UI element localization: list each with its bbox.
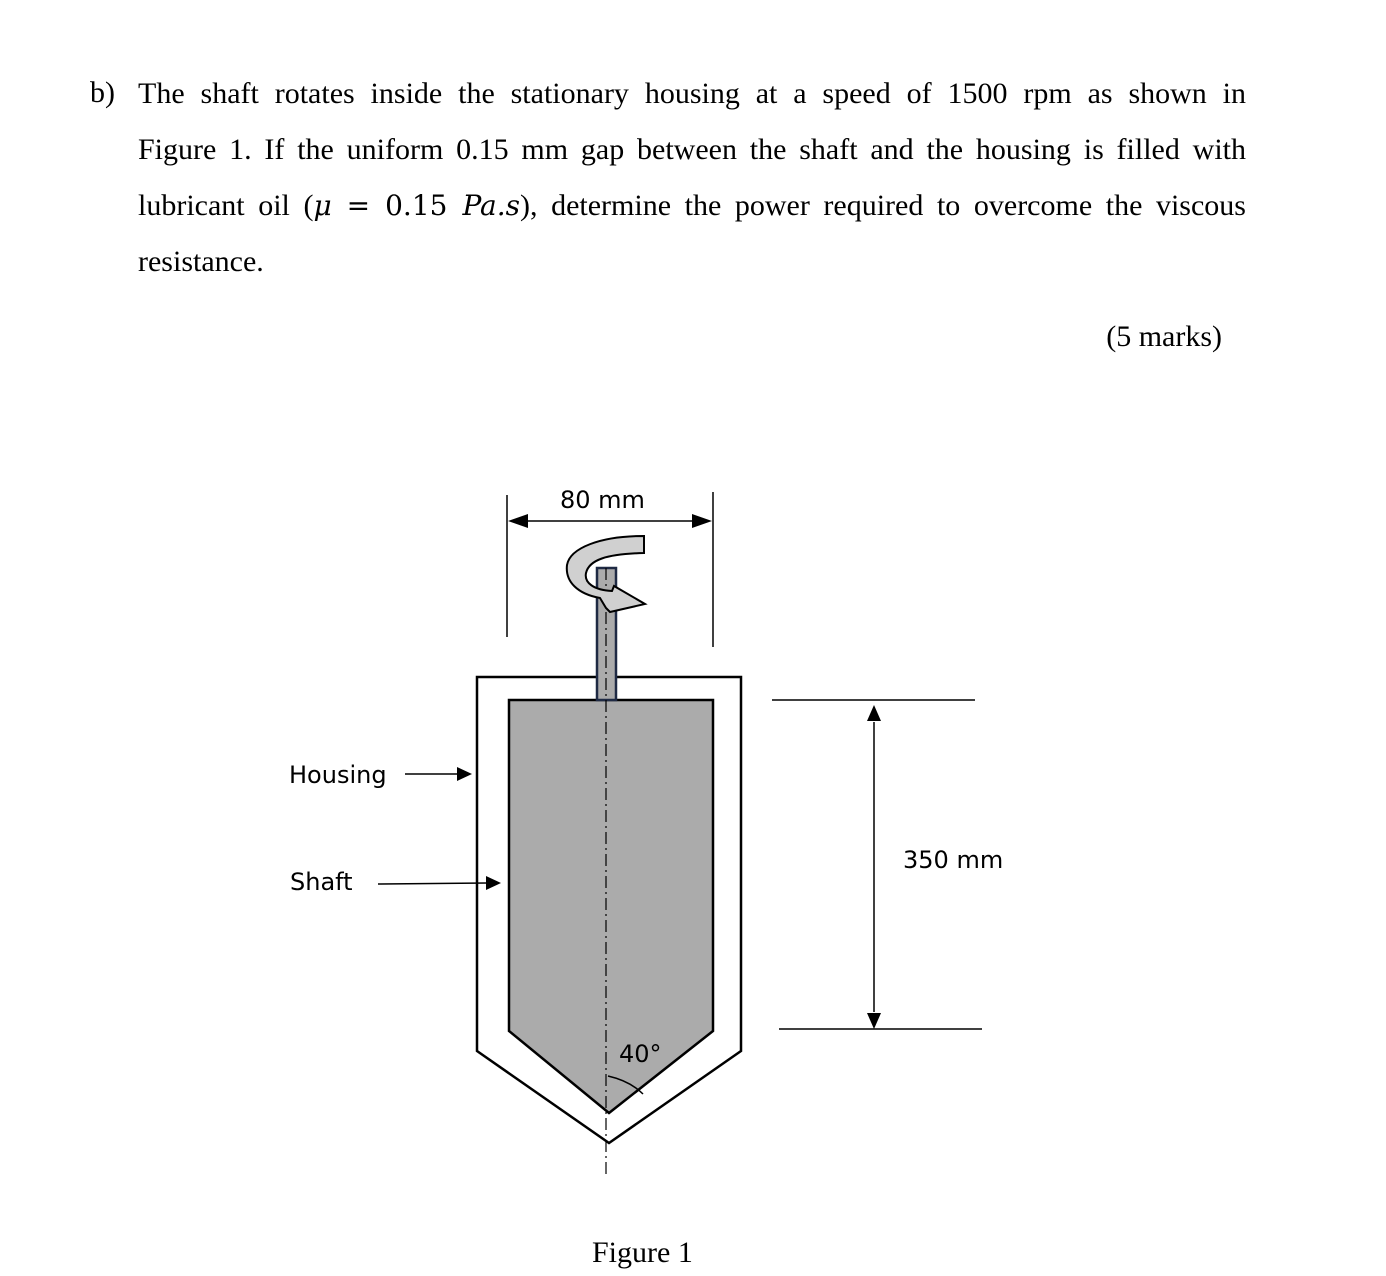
- shaft-body: [509, 700, 713, 1113]
- shaft-pointer-line: [378, 883, 487, 884]
- diameter-arrow-right: [692, 514, 712, 528]
- length-label: 350 mm: [903, 846, 1004, 874]
- housing-pointer-head: [457, 767, 472, 781]
- figure-caption: Figure 1: [592, 1236, 693, 1269]
- viscosity-symbol: μ: [313, 189, 332, 222]
- length-arrow-top: [867, 705, 881, 721]
- question-line-2: Figure 1. If the uniform 0.15 mm gap between the shaft and the housing is filled with: [138, 133, 1246, 166]
- housing-pointer: [405, 767, 472, 781]
- question-line-1: The shaft rotates inside the stationary housing at a speed of 1500 rpm as shown in: [138, 77, 1246, 110]
- diameter-label: 80 mm: [560, 486, 645, 514]
- question-line-4: resistance.: [138, 245, 264, 278]
- angle-label: 40°: [619, 1040, 662, 1068]
- length-arrow-bottom: [867, 1013, 881, 1029]
- viscosity-unit: Pa.s: [462, 189, 520, 222]
- marks-label: (5 marks): [1106, 320, 1222, 353]
- shaft-label: Shaft: [290, 868, 353, 896]
- line3-text-after: ), determine the power required to overcome the viscous: [520, 189, 1246, 222]
- question-label: b): [90, 76, 115, 109]
- housing-label: Housing: [289, 761, 387, 789]
- diameter-arrow-left: [508, 514, 528, 528]
- line3-text-before: lubricant oil (: [138, 189, 314, 222]
- viscosity-value: = 0.15: [331, 189, 463, 222]
